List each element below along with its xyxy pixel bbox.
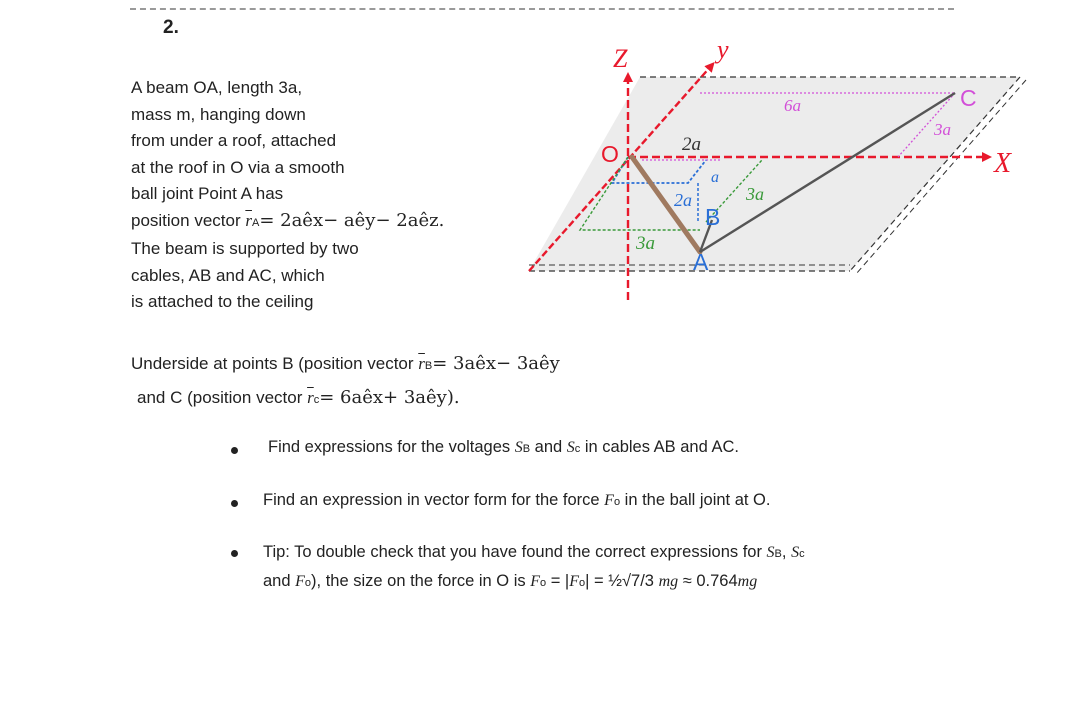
intro-line: at the roof in O via a smooth [131,157,345,177]
bullet-1-after: in cables AB and AC. [580,438,739,456]
position-vector-c-expression: = 6aêx+ 3aêy). [319,387,460,408]
symbol-f: F [530,573,540,590]
tip-mid: ), the size on the force in O is [311,572,531,590]
dim-3a-b-label: 3a [746,184,764,204]
dim-2a-top-label: 2a [682,134,701,155]
symbol-mg: mg [737,573,758,590]
roof-plane [529,77,1020,271]
point-b-label: B [705,204,721,230]
symbol-f: F [295,573,305,590]
position-vector-b-expression: = 3aêx− 3aêy [432,353,560,374]
vector-r-c: $\overline{r}$ [307,388,314,407]
axis-y-label: y [717,35,729,64]
dim-6a-label: 6a [784,96,801,115]
underside-c-prefix: and C (position vector [137,388,308,407]
symbol-sub: B [774,548,782,560]
symbol-sub: c [574,443,581,455]
bullet-2-before: Find an expression in vector form for the force [263,491,605,509]
intro-line: from under a roof, attached [131,131,337,150]
axis-z-label: Z [613,44,628,73]
dim-3a-c-label: 3a [934,120,951,139]
vector-r-b: $\overline{r}$ [418,354,425,373]
symbol-s: S [514,439,523,456]
position-vector-a-expression: = 2aêx− aêy− 2aêz. [259,209,445,231]
dim-2a-mid-label: 2a [674,190,692,210]
symbol-sub: o [540,577,547,589]
bullet-1-mid: and [530,438,567,456]
symbol-mg: mg [658,573,679,590]
intro-line: A beam OA, length 3a, [131,78,303,97]
intro-line: The beam is supported by two [131,239,359,258]
tip-eq2: | = ½√7/3 [585,572,659,590]
symbol-sub: c [799,548,805,560]
dim-a-label: a [711,169,719,186]
vector-r-a: $\overline{r}$ [245,210,252,230]
intro-line: mass m, hanging down [131,104,306,124]
point-c-label: C [960,85,977,111]
symbol-s: S [791,544,800,561]
vector-r-b-sub: B [424,360,433,372]
dim-3a-left-label: 3a [636,233,655,254]
intro-line: is attached to the ceiling [131,292,314,311]
intro-line: ball joint Point A has [131,184,284,203]
symbol-s: S [566,439,575,456]
problem-number: 2. [163,17,179,38]
axis-x-label: X [994,148,1012,179]
tip-before: Tip: To double check that you have found the correct expressions for [263,543,767,561]
intro-line: cables, AB and AC, which [131,265,325,285]
vector-r-c-sub: c [313,394,320,406]
tip-approx: ≈ 0.764 [678,572,738,590]
point-a-label: A [693,249,709,275]
origin-label: O [601,141,619,167]
symbol-f: F [569,573,579,590]
underside-b-prefix: Underside at points B (position vector [131,354,419,373]
symbol-f: F [604,492,614,509]
symbol-s: S [766,544,775,561]
position-vector-a-prefix: position vector [131,210,246,230]
bullet-1-before: Find expressions for the voltages [268,438,515,456]
symbol-sub: o [613,496,621,508]
symbol-sub: o [304,577,312,589]
tip-comma: , [781,543,792,561]
tip-eq1: = | [546,572,570,590]
vector-r-a-sub: A [251,216,260,229]
tip-and: and [263,572,296,590]
symbol-sub: o [579,577,586,589]
bullet-2-after: in the ball joint at O. [620,491,771,509]
symbol-sub: B [522,443,531,455]
